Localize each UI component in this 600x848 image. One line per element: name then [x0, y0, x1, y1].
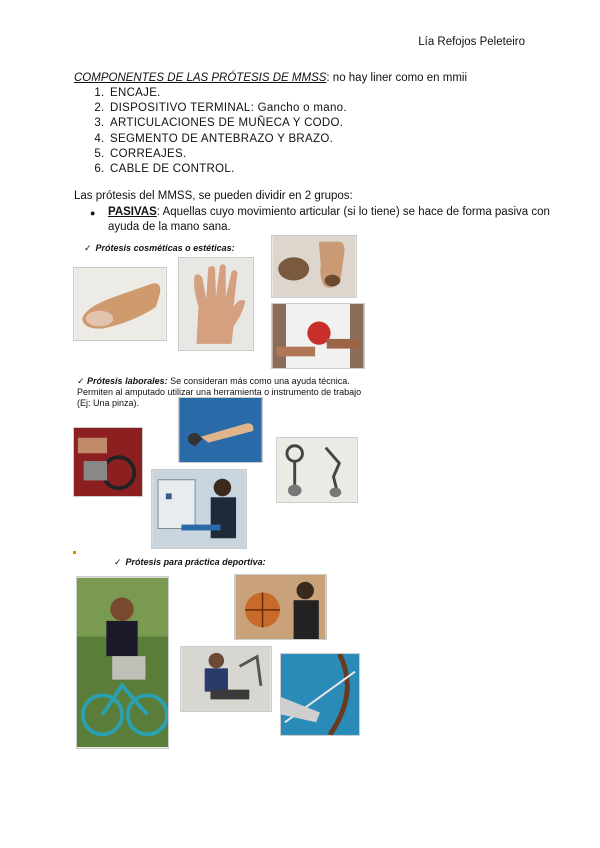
photo-girl-cycling: [76, 576, 169, 749]
groups-list: [74, 205, 568, 235]
list-item-pasivas: [108, 205, 568, 235]
check-icon: ✓: [84, 243, 92, 253]
check-icon: ✓: [114, 557, 122, 567]
photo-hook-devices: [276, 437, 358, 503]
section-note: : no hay liner como en mmii: [326, 72, 468, 84]
photo-person-cosmetic-arm: [271, 303, 365, 369]
photo-lab-worker: [151, 469, 247, 549]
laborales-desc: Se consideran más como una ayuda técnica. Permiten al amputado utilizar una herramienta o instrumento de trabajo (Ej: Una pinza).: [77, 376, 362, 408]
subheading-cosmeticas: [84, 243, 235, 254]
intro-text: Las prótesis del MMSS, se pueden dividir en 2 grupos:: [74, 190, 353, 202]
photo-man-sitting-prosthesis: [180, 646, 272, 712]
photo-basketball-player: [234, 574, 327, 640]
list-item: 5. CORREAJES.: [108, 147, 347, 162]
list-item: 2. DISPOSITIVO TERMINAL: Gancho o mano.: [108, 101, 347, 116]
check-icon: ✓: [77, 376, 88, 386]
photo-bicycle-mechanic: [73, 427, 143, 497]
subheading-deportivas: [114, 557, 266, 568]
orange-dot: [73, 551, 76, 554]
photo-archery-prosthesis: [280, 653, 360, 736]
list-item: 4. SEGMENTO DE ANTEBRAZO Y BRAZO.: [108, 132, 347, 147]
list-item: 1. ENCAJE.: [108, 86, 347, 101]
section-title-text: COMPONENTES DE LAS PRÓTESIS DE MMSS: [74, 72, 327, 84]
subheading-laborales: Prótesis laborales:: [87, 376, 168, 386]
list-item: 6. CABLE DE CONTROL.: [108, 162, 347, 177]
components-list: [74, 86, 347, 177]
photo-work-prosthesis: [178, 397, 263, 463]
subheading-cosmeticas-text: Prótesis cosméticas o estéticas:: [95, 243, 235, 253]
photo-finger-prostheses: [271, 235, 357, 298]
pasivas-desc: : Aquellas cuyo movimiento articular (si lo tiene) se hace de forma pasiva con ayuda de la mano sana.: [108, 206, 550, 233]
pasivas-term: PASIVAS: [108, 206, 157, 218]
list-item: 3. ARTICULACIONES DE MUÑECA Y CODO.: [108, 116, 347, 131]
author-name: Lía Refojos Peleteiro: [418, 36, 525, 48]
section-title: [74, 72, 467, 84]
subheading-deportivas-text: Prótesis para práctica deportiva:: [125, 557, 266, 567]
photo-prosthetic-finger: [73, 267, 167, 341]
photo-prosthetic-hand: [178, 257, 254, 351]
